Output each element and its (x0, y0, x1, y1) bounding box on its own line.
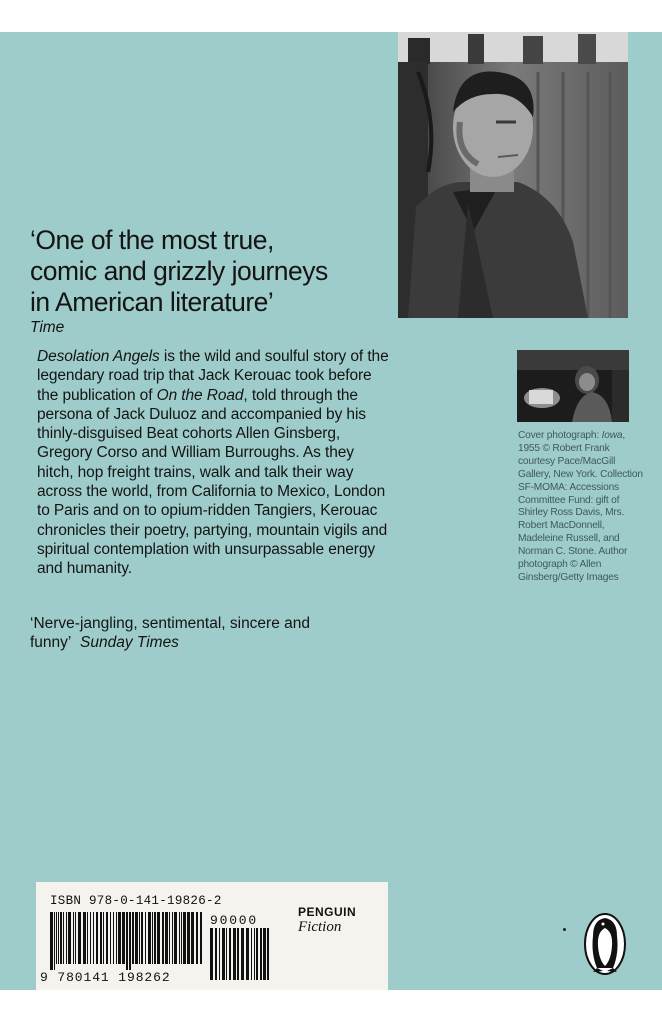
barcode-bar (179, 912, 180, 964)
barcode-bar (226, 928, 227, 980)
barcode-bar (263, 928, 266, 980)
barcode-bar (126, 912, 128, 970)
barcode-bar (78, 912, 81, 964)
secondary-review-quote (30, 614, 390, 653)
barcode-bar (103, 912, 104, 964)
barcode-bar (219, 928, 220, 980)
back-cover (0, 32, 662, 990)
barcode-bar (251, 928, 252, 980)
barcode-bar (222, 928, 225, 980)
quote-line: comic and grizzly journeys (30, 256, 328, 286)
barcode-bar (66, 912, 67, 964)
barcode-bar (152, 912, 153, 964)
barcode-bar (100, 912, 102, 964)
barcode-bar (165, 912, 168, 964)
barcode-bar (54, 912, 55, 970)
barcode-bar (181, 912, 182, 964)
barcode-bar (132, 912, 134, 964)
barcode-bar (93, 912, 94, 964)
referenced-book-title: On the Road (156, 386, 244, 404)
barcode-bar (135, 912, 138, 964)
isbn-label: ISBN 978-0-141-19826-2 (50, 894, 222, 908)
price-addon-digits: 90000 (210, 913, 259, 928)
barcode-bar (83, 912, 86, 964)
quote-text: ‘Nerve-jangling, sentimental, sincere and funny’ (30, 615, 311, 652)
main-review-quote (30, 225, 390, 338)
barcode-bar (73, 912, 74, 964)
credit-text: , 1955 © Robert Frank courtesy Pace/MacGill Gallery, New York. Collection SF-MOMA: Accessions Committee Fund: gift of Shirley Ross Davis, Mrs. Robert MacDonnell, Madeleine Russell, and Norman C. Stone. Author photograph © Allen Ginsberg/Getty Images (518, 430, 643, 583)
barcode-bar (106, 912, 108, 964)
barcode-bar (157, 912, 160, 964)
barcode-bar (90, 912, 91, 964)
barcode-bar (174, 912, 177, 964)
barcode-bar (191, 912, 194, 964)
barcode-bar (187, 912, 190, 964)
barcode-bar (241, 928, 244, 980)
barcode-bar (141, 912, 143, 964)
barcode-bar (96, 912, 98, 964)
barcode-bar (63, 912, 64, 964)
penguin-logo-icon (583, 910, 627, 976)
quote-source: Time (30, 319, 65, 336)
photo-credits (518, 430, 643, 585)
publisher-name: PENGUIN (298, 905, 357, 919)
barcode-bar (237, 928, 239, 980)
barcode-bar (215, 928, 217, 980)
barcode-bar (162, 912, 164, 964)
description-text: , told through the persona of Jack Duluoz and accompanied by his thinly-disguised Beat cohorts Allen Ginsberg, Gregory Corso and William Burroughs. As they hitch, hop freight trains, walk and talk their way across the world, from California to Mexico, London to Paris and on to opium-ridden Tangiers, Kerouac chronicles their poetry, partying, mountain vigils and spiritual contemplation with unsurpassable energy and humanity. (37, 386, 388, 578)
barcode-bar (116, 912, 117, 964)
barcode-bar (169, 912, 170, 964)
barcode-digits: 9 780141 198262 (40, 970, 171, 985)
book-category: Fiction (298, 919, 342, 935)
barcode-bar (58, 912, 59, 964)
book-title: Desolation Angels (37, 348, 160, 365)
barcode-bar (200, 912, 202, 964)
barcode-bar (118, 912, 121, 964)
barcode-bar (60, 912, 62, 964)
barcode-bar (139, 912, 140, 964)
quote-line: in American literature’ (30, 287, 274, 317)
barcode-bar (229, 928, 231, 980)
barcode-bar (129, 912, 131, 970)
quote-source: Sunday Times (80, 634, 179, 652)
barcode-bar (122, 912, 125, 964)
description-text: is the wild and soulful story of the legendary road trip that Jack Kerouac took before the publication of (37, 348, 389, 404)
barcode-bar (233, 928, 236, 980)
barcode-bar (154, 912, 156, 964)
decorative-dot (563, 928, 566, 931)
barcode-panel (36, 882, 388, 990)
barcode-bar (113, 912, 114, 964)
credit-prefix: Cover photograph: (518, 430, 602, 441)
barcode-bar (246, 928, 249, 980)
barcode-bar (145, 912, 146, 964)
barcode-bar (172, 912, 173, 964)
cover-photograph-thumbnail (517, 350, 629, 422)
book-description (37, 347, 392, 579)
barcode-bar (110, 912, 111, 964)
imprint-label (298, 905, 378, 936)
author-photograph (398, 32, 628, 318)
barcode-bar (87, 912, 88, 964)
barcode-bar (267, 928, 269, 980)
barcode-bar (183, 912, 186, 964)
barcode-bar (148, 912, 151, 964)
barcode-bar (68, 912, 71, 964)
barcode-bar (56, 912, 57, 964)
barcode-bar (260, 928, 262, 980)
price-addon-barcode (210, 928, 270, 986)
barcode-bar (50, 912, 53, 970)
barcode-bar (254, 928, 255, 980)
isbn-barcode (50, 912, 206, 970)
barcode-bar (75, 912, 76, 964)
photo-title: Iowa (601, 430, 623, 441)
quote-line: ‘One of the most true, (30, 225, 274, 255)
barcode-bar (210, 928, 213, 980)
barcode-bar (256, 928, 258, 980)
barcode-bar (196, 912, 198, 964)
